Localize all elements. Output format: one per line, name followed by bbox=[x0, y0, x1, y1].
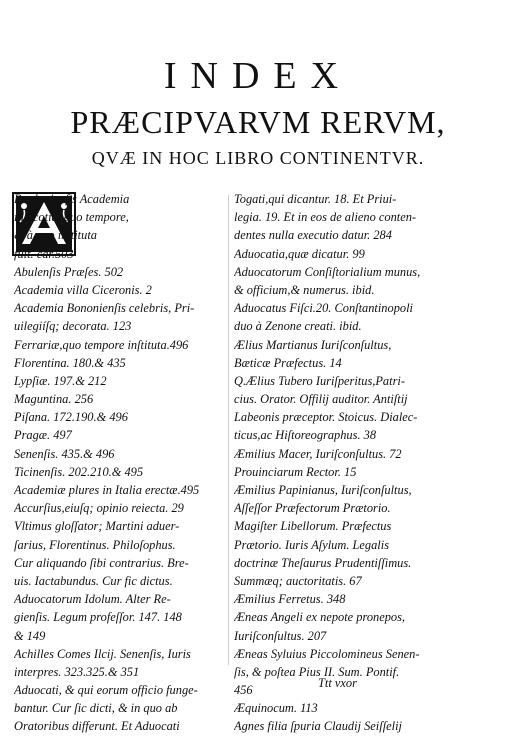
catchword: Ttt vxor bbox=[318, 676, 357, 690]
index-entry: uilegiíſq; decorata. 123 bbox=[14, 319, 132, 334]
index-entry: Summæq; auctoritatis. 67 bbox=[234, 573, 362, 588]
index-entry: Lypſiæ. 197.& 212 bbox=[14, 373, 107, 388]
index-entry: Togati,qui dicantur. 18. Et Priui- bbox=[234, 192, 397, 206]
index-entry: Oratoribus differunt. Et Aduocati bbox=[14, 719, 180, 734]
index-entry: ſis, & poſtea Pius II. Sum. Pontif. bbox=[234, 664, 400, 679]
left-index-column bbox=[14, 190, 228, 736]
index-entry: & officium,& numerus. ibid. bbox=[234, 282, 375, 297]
index-entry: cius. Orator. Offilij auditor. Antiſtij bbox=[234, 392, 408, 407]
index-entry: Aduocatus Fiſci.20. Conſtantinopoli bbox=[234, 301, 413, 316]
index-entry: Iuriſconſultus. 207 bbox=[234, 628, 327, 643]
index-subtitle: PRÆCIPVARVM RERVM, bbox=[70, 104, 446, 140]
index-entry: Aduocatorum Conſiſtorialium munus, bbox=[234, 264, 421, 279]
index-entry: bantur. Cur ſic dicti, & in quo ab bbox=[14, 701, 178, 716]
index-entry: ſarius, Florentinus. Philoſophus. bbox=[14, 537, 176, 552]
index-entry: Q.Ælius Tubero Iuriſperitus,Patri- bbox=[234, 373, 405, 388]
index-entry: 456 bbox=[234, 683, 253, 698]
index-entry: Bæticæ Præfectus. 14 bbox=[234, 355, 342, 370]
index-entry: Accurſius,eiuſq; opinio reiecta. 29 bbox=[14, 501, 184, 516]
index-entry: interpres. 323.325.& 351 bbox=[14, 664, 140, 679]
index-entry: fuit. car.503 bbox=[14, 246, 74, 261]
index-entry: gienſis. Legum profeſſor. 147. 148 bbox=[14, 610, 182, 625]
index-entry: Æmilius Ferretus. 348 bbox=[234, 592, 346, 607]
index-entry: Academia villa Ciceronis. 2 bbox=[14, 282, 152, 297]
index-entry: Maguntina. 256 bbox=[14, 392, 94, 407]
index-entry: Ælius Martianus Iuriſconſultus, bbox=[234, 337, 392, 352]
column-divider bbox=[228, 195, 229, 665]
index-title: INDEX bbox=[163, 55, 353, 97]
index-entry: Æquinocum. 113 bbox=[234, 701, 318, 716]
index-subtitle-line: QVÆ IN HOC LIBRO CONTINENTVR. bbox=[91, 148, 425, 168]
index-entry: Piſana. 172.190.& 496 bbox=[14, 410, 128, 425]
index-entry: legia. 19. Et in eos de alieno conten- bbox=[234, 210, 417, 225]
index-entry: uis. Iactabundus. Cur fic dictus. bbox=[14, 573, 173, 588]
index-entry: Abulenſis Præſes. 502 bbox=[14, 264, 124, 279]
index-entry: Academia Bononienſis celebris, Pri- bbox=[14, 301, 195, 316]
index-entry: Senenſis. 435.& 496 bbox=[14, 446, 115, 461]
index-entry: Berdonienſis Academia bbox=[14, 192, 130, 206]
index-entry: Pragæ. 497 bbox=[14, 428, 72, 443]
index-entry: Magiſter Libellorum. Præfectus bbox=[234, 519, 392, 534]
index-entry: Æneas Angeli ex nepote pronepos, bbox=[234, 610, 406, 625]
index-entry: Prætorio. Iuris Aſylum. Legalis bbox=[234, 537, 390, 552]
index-entry: Aduocati, & qui eorum officio funge- bbox=[14, 683, 198, 698]
index-entry: Æmilius Papinianus, Iuriſconſultus, bbox=[234, 483, 412, 497]
index-entry: Ferrariæ,quo tempore inſtituta.496 bbox=[14, 337, 189, 352]
index-entry: Agnes filia ſpuria Claudij Seiſſelij bbox=[234, 719, 402, 734]
index-entry: dentes nulla executio datur. 284 bbox=[234, 228, 392, 243]
index-entry: Aſſeſſor Præfectorum Prætorio. bbox=[234, 501, 391, 516]
index-entry: in Scotia, quo tempore, bbox=[14, 210, 129, 225]
index-entry: doctrinæ Theſaurus Prudentiſſimus. bbox=[234, 555, 412, 570]
index-entry: & à quo inſtituta bbox=[14, 228, 97, 243]
index-entry: duo à Zenone creati. ibid. bbox=[234, 319, 362, 334]
index-entry: Ticinenſis. 202.210.& 495 bbox=[14, 464, 144, 479]
index-entry: Labeonis præceptor. Stoicus. Dialec- bbox=[234, 410, 418, 425]
index-entry: ticus,ac Hiſtoreographus. 38 bbox=[234, 428, 377, 443]
index-entry: Cur aliquando ſibi contrarius. Bre- bbox=[14, 555, 189, 570]
index-entry: Prouinciarum Rector. 15 bbox=[234, 464, 357, 479]
index-entry: Vltimus gloſſator; Martini aduer- bbox=[14, 519, 180, 534]
index-entry: & 149 bbox=[14, 628, 46, 643]
index-entry: Florentina. 180.& 435 bbox=[14, 355, 126, 370]
index-entry: Academiæ plures in Italia erectæ.495 bbox=[14, 483, 200, 497]
index-entry: Æmilius Macer, Iuriſconſultus. 72 bbox=[234, 446, 402, 461]
index-entry: Æneas Syluius Piccolomineus Senen- bbox=[234, 646, 420, 661]
index-entry: Aduocatia,quæ dicatur. 99 bbox=[234, 246, 365, 261]
index-entry: Aduocatorum Idolum. Alter Re- bbox=[14, 592, 171, 607]
index-entry: Achilles Comes Ilcij. Senenſis, Iuris bbox=[14, 646, 191, 661]
right-index-column bbox=[234, 190, 444, 736]
